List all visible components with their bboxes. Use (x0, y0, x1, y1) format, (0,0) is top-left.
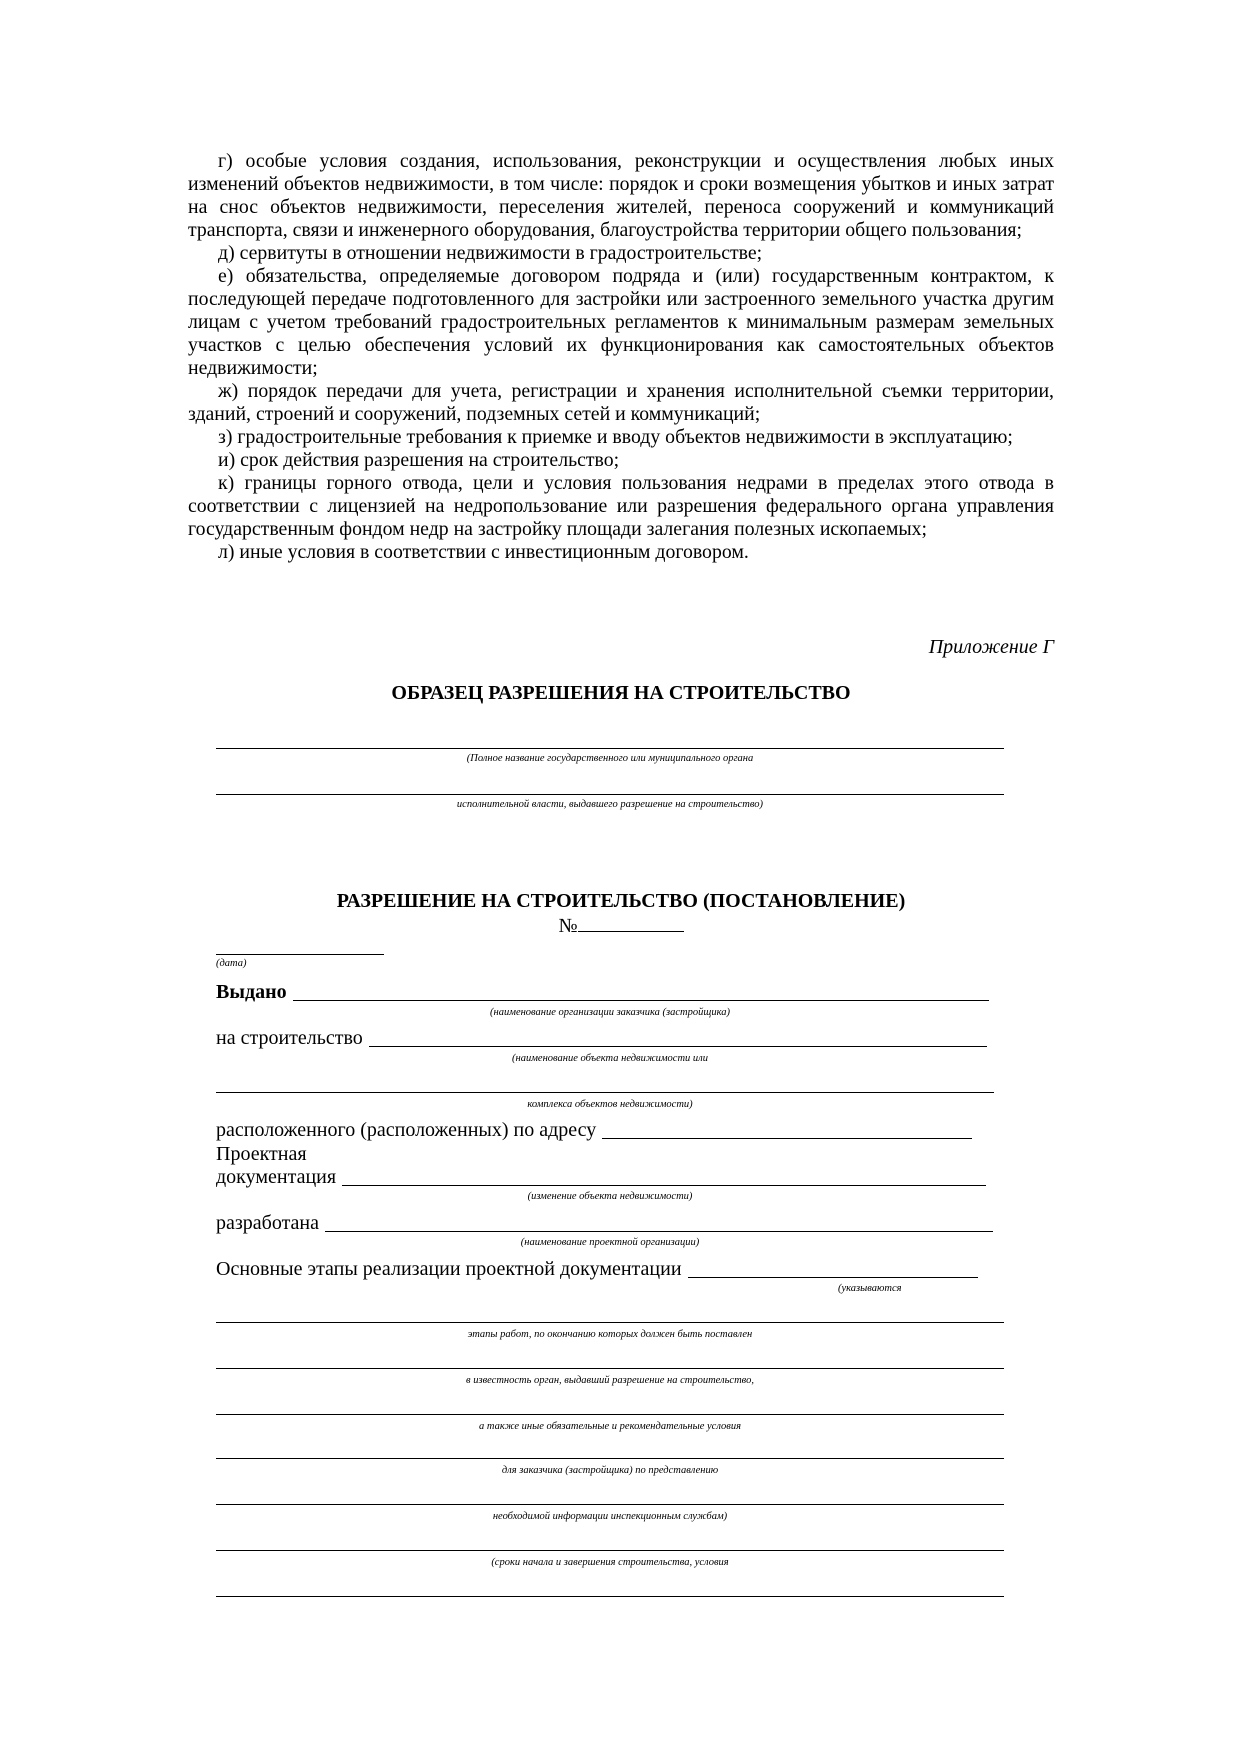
issued-caption: (наименование организации заказчика (застройщика) (490, 1007, 730, 1018)
paragraph-zh: ж) порядок передачи для учета, регистрации и хранения исполнительной съемки территории, зданий, строений и сооружений, подземных сетей и коммуникаций; (188, 380, 1054, 425)
sample-title: ОБРАЗЕЦ РАЗРЕШЕНИЯ НА СТРОИТЕЛЬСТВО (391, 682, 851, 704)
stages-blank (688, 1259, 978, 1278)
number-blank (578, 912, 684, 932)
paragraph-l: л) иные условия в соответствии с инвестиционным договором. (218, 541, 749, 563)
stages-row (216, 1258, 978, 1281)
complex-caption: комплекса объектов недвижимости) (527, 1099, 693, 1110)
authority-caption-2: исполнительной власти, выдавшего разрешение на строительство) (456, 799, 764, 810)
address-blank (602, 1120, 972, 1139)
stage-caption-4: для заказчика (застройщика) по представлению (501, 1465, 719, 1476)
stage-caption-3: а также иные обязательные и рекомендательные условия (478, 1421, 741, 1432)
stages-caption: (указываются (838, 1283, 902, 1294)
appendix-label: Приложение Г (928, 636, 1054, 658)
paragraph-d: д) сервитуты в отношении недвижимости в градостроительстве; (218, 242, 763, 264)
project-row (216, 1166, 986, 1189)
paragraph-k: к) границы горного отвода, цели и условия пользования недрами в пределах этого отвода в соответствии с лицензией на недропользование или разрешения федерального органа управления государственным фондом недр на застройку площади залегания полезных ископаемых; (188, 472, 1054, 540)
number-label: № (558, 915, 578, 937)
permit-number (188, 912, 1054, 938)
authority-caption-1: (Полное название государственного или муниципального органа (466, 753, 754, 764)
stage-caption-5: необходимой информации инспекционным службам) (492, 1511, 728, 1522)
permit-title: РАЗРЕШЕНИЕ НА СТРОИТЕЛЬСТВО (ПОСТАНОВЛЕНИЕ) (336, 890, 906, 912)
developed-label: разработана (216, 1212, 320, 1234)
stage-line-6 (216, 1550, 1004, 1551)
stages-label: Основные этапы реализации проектной документации (216, 1258, 682, 1280)
paragraph-e: е) обязательства, определяемые договором подряда и (или) государственным контрактом, к последующей передаче подготовленного для застройки или застроенного земельного участка другим лицам с учетом требований градостроительных регламентов к минимальным размерам земельных участков с целью обеспечения условий их функционирования как самостоятельных объектов недвижимости; (188, 265, 1054, 379)
stage-caption-1: этапы работ, по окончанию которых должен быть поставлен (467, 1329, 753, 1340)
developed-blank (325, 1213, 993, 1232)
paragraph-z: з) градостроительные требования к приемке и вводу объектов недвижимости в эксплуатацию; (218, 426, 1013, 448)
address-label: расположенного (расположенных) по адресу (216, 1119, 597, 1141)
paragraph-i: и) срок действия разрешения на строительство; (218, 449, 620, 471)
developed-row (216, 1212, 993, 1235)
project-blank (342, 1167, 986, 1186)
stage-line-2 (216, 1368, 1004, 1369)
project-label-2: документация (216, 1166, 337, 1188)
stage-line-1 (216, 1322, 1004, 1323)
conditions-list (188, 150, 1054, 564)
address-row (216, 1119, 972, 1142)
developed-caption: (наименование проектной организации) (520, 1237, 700, 1248)
stage-caption-6: (сроки начала и завершения строительства, условия (491, 1557, 729, 1568)
issued-label: Выдано (216, 981, 287, 1003)
stage-line-4 (216, 1458, 1004, 1459)
date-blank (216, 954, 384, 955)
issued-row (216, 981, 989, 1004)
construction-caption: (наименование объекта недвижимости или (512, 1053, 708, 1064)
project-label-1: Проектная (216, 1143, 307, 1165)
construction-row (216, 1027, 987, 1050)
stage-line-3 (216, 1414, 1004, 1415)
stage-caption-2: в известность орган, выдавший разрешение на строительство, (466, 1375, 754, 1386)
stage-line-5 (216, 1504, 1004, 1505)
construction-label: на строительство (216, 1027, 363, 1049)
construction-blank (369, 1028, 987, 1047)
authority-line-2 (216, 794, 1004, 795)
paragraph-g: г) особые условия создания, использования, реконструкции и осуществления любых иных изменений объектов недвижимости, в том числе: порядок и сроки возмещения убытков и иных затрат на снос объектов недвижимости, переселения жителей, переноса сооружений и коммуникаций транспорта, связи и инженерного оборудования, благоустройства территории общего пользования; (188, 150, 1054, 241)
stage-line-7 (216, 1596, 1004, 1597)
project-caption: (изменение объекта недвижимости) (527, 1191, 693, 1202)
date-caption: (дата) (216, 958, 247, 969)
complex-line (216, 1092, 994, 1093)
issued-blank (293, 982, 989, 1001)
authority-line-1 (216, 748, 1004, 749)
